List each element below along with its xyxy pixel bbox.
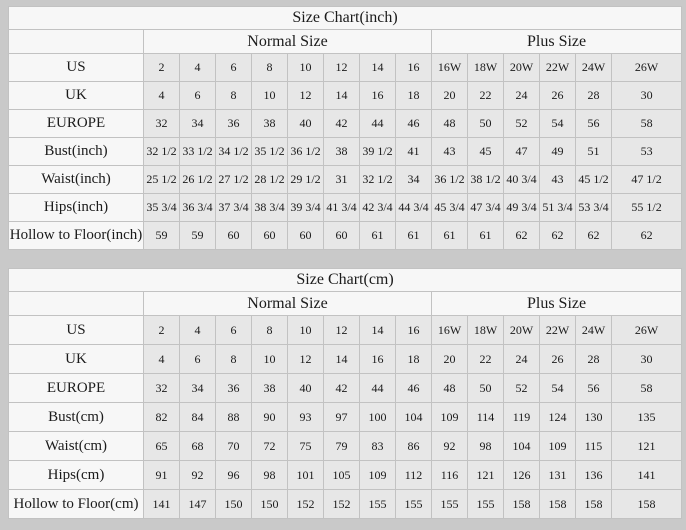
size-cell: 47 3/4 [468,194,504,222]
size-cell: 36 3/4 [180,194,216,222]
size-table-body [9,316,682,519]
size-cell: 14 [324,82,360,110]
size-cell: 70 [216,432,252,461]
size-cell: 43 [540,166,576,194]
size-cell: 58 [612,110,682,138]
table-row [9,374,682,403]
size-cell: 10 [252,82,288,110]
size-cell: 158 [504,490,540,519]
size-cell: 61 [468,222,504,250]
group-header-normal-size: Normal Size [144,292,432,316]
size-cell: 53 3/4 [576,194,612,222]
table-title: Size Chart(inch) [9,7,682,30]
size-cell: 42 [324,374,360,403]
group-header-normal-size: Normal Size [144,30,432,54]
size-cell: 51 3/4 [540,194,576,222]
size-cell: 20W [504,316,540,345]
row-label: Hollow to Floor(inch) [9,222,144,250]
size-cell: 28 1/2 [252,166,288,194]
size-cell: 26 [540,345,576,374]
size-cell: 62 [576,222,612,250]
size-cell: 40 [288,374,324,403]
size-cell: 32 [144,110,180,138]
size-cell: 29 1/2 [288,166,324,194]
size-cell: 6 [180,345,216,374]
size-cell: 52 [504,110,540,138]
size-cell: 20W [504,54,540,82]
size-cell: 100 [360,403,396,432]
size-cell: 60 [324,222,360,250]
size-cell: 38 [252,374,288,403]
size-cell: 2 [144,316,180,345]
size-chart-cm [8,268,682,519]
size-cell: 44 [360,110,396,138]
row-label: Hips(inch) [9,194,144,222]
size-cell: 6 [180,82,216,110]
table-row [9,316,682,345]
size-cell: 18W [468,54,504,82]
size-cell: 152 [324,490,360,519]
table-row [9,345,682,374]
size-cell: 45 3/4 [432,194,468,222]
size-cell: 90 [252,403,288,432]
size-cell: 50 [468,110,504,138]
size-cell: 126 [504,461,540,490]
size-cell: 4 [180,316,216,345]
size-cell: 14 [360,316,396,345]
size-cell: 26 1/2 [180,166,216,194]
size-cell: 18W [468,316,504,345]
title-row [9,7,682,30]
size-cell: 65 [144,432,180,461]
size-cell: 79 [324,432,360,461]
row-label: US [9,54,144,82]
size-cell: 150 [216,490,252,519]
size-cell: 61 [396,222,432,250]
size-cell: 86 [396,432,432,461]
size-cell: 88 [216,403,252,432]
size-cell: 26W [612,54,682,82]
size-cell: 16W [432,316,468,345]
size-cell: 24W [576,316,612,345]
size-cell: 56 [576,374,612,403]
size-cell: 35 1/2 [252,138,288,166]
size-cell: 16 [396,316,432,345]
size-cell: 150 [252,490,288,519]
size-cell: 31 [324,166,360,194]
corner-cell [9,292,144,316]
size-cell: 48 [432,110,468,138]
size-cell: 38 1/2 [468,166,504,194]
size-cell: 6 [216,316,252,345]
size-cell: 60 [288,222,324,250]
size-cell: 18 [396,345,432,374]
size-cell: 8 [252,316,288,345]
row-label: Hips(cm) [9,461,144,490]
table-title: Size Chart(cm) [9,269,682,292]
table-row [9,110,682,138]
size-cell: 44 [360,374,396,403]
size-cell: 27 1/2 [216,166,252,194]
size-cell: 56 [576,110,612,138]
size-cell: 46 [396,110,432,138]
group-header-row [9,292,682,316]
size-cell: 158 [612,490,682,519]
size-cell: 62 [612,222,682,250]
row-label: Hollow to Floor(cm) [9,490,144,519]
row-label: Waist(cm) [9,432,144,461]
size-cell: 98 [468,432,504,461]
size-cell: 16 [360,345,396,374]
size-cell: 8 [216,345,252,374]
size-cell: 36 1/2 [288,138,324,166]
size-cell: 55 1/2 [612,194,682,222]
size-cell: 20 [432,82,468,110]
table-row [9,54,682,82]
size-cell: 50 [468,374,504,403]
size-cell: 24 [504,345,540,374]
size-cell: 30 [612,82,682,110]
row-label: EUROPE [9,110,144,138]
row-label: US [9,316,144,345]
size-cell: 4 [144,345,180,374]
size-cell: 12 [288,82,324,110]
size-cell: 109 [432,403,468,432]
table-row [9,194,682,222]
size-cell: 34 [180,110,216,138]
size-cell: 26 [540,82,576,110]
size-cell: 18 [396,82,432,110]
size-cell: 49 3/4 [504,194,540,222]
size-cell: 101 [288,461,324,490]
size-cell: 12 [324,54,360,82]
table-row [9,138,682,166]
size-cell: 26W [612,316,682,345]
size-cell: 4 [144,82,180,110]
size-cell: 121 [468,461,504,490]
size-cell: 2 [144,54,180,82]
size-cell: 52 [504,374,540,403]
size-cell: 59 [144,222,180,250]
size-cell: 8 [216,82,252,110]
size-cell: 155 [468,490,504,519]
size-cell: 98 [252,461,288,490]
size-cell: 12 [324,316,360,345]
table-row [9,490,682,519]
size-cell: 104 [396,403,432,432]
size-cell: 83 [360,432,396,461]
size-cell: 4 [180,54,216,82]
size-chart-inch [8,6,682,250]
size-cell: 109 [540,432,576,461]
size-cell: 24 [504,82,540,110]
size-cell: 34 [396,166,432,194]
size-cell: 75 [288,432,324,461]
size-table-inch [8,6,682,250]
size-cell: 47 [504,138,540,166]
size-cell: 39 3/4 [288,194,324,222]
row-label: Bust(cm) [9,403,144,432]
size-cell: 25 1/2 [144,166,180,194]
size-cell: 28 [576,345,612,374]
table-row [9,461,682,490]
size-cell: 28 [576,82,612,110]
size-cell: 121 [612,432,682,461]
table-row [9,432,682,461]
size-cell: 16 [360,82,396,110]
row-label: Waist(inch) [9,166,144,194]
size-cell: 16W [432,54,468,82]
size-cell: 10 [252,345,288,374]
size-cell: 131 [540,461,576,490]
size-cell: 82 [144,403,180,432]
size-cell: 135 [612,403,682,432]
size-cell: 155 [432,490,468,519]
size-cell: 62 [504,222,540,250]
size-cell: 53 [612,138,682,166]
size-cell: 22W [540,316,576,345]
size-cell: 84 [180,403,216,432]
size-cell: 22 [468,82,504,110]
size-cell: 152 [288,490,324,519]
size-cell: 46 [396,374,432,403]
size-cell: 40 [288,110,324,138]
size-cell: 112 [396,461,432,490]
size-cell: 60 [216,222,252,250]
size-cell: 44 3/4 [396,194,432,222]
size-cell: 92 [432,432,468,461]
size-cell: 130 [576,403,612,432]
size-cell: 136 [576,461,612,490]
size-cell: 41 [396,138,432,166]
size-cell: 8 [252,54,288,82]
size-cell: 22W [540,54,576,82]
size-cell: 40 3/4 [504,166,540,194]
size-cell: 91 [144,461,180,490]
size-cell: 38 [252,110,288,138]
table-row [9,403,682,432]
size-cell: 37 3/4 [216,194,252,222]
size-cell: 158 [540,490,576,519]
size-cell: 45 1/2 [576,166,612,194]
size-table-body [9,54,682,250]
row-label: UK [9,82,144,110]
size-cell: 32 1/2 [360,166,396,194]
row-label: EUROPE [9,374,144,403]
size-cell: 116 [432,461,468,490]
size-cell: 119 [504,403,540,432]
size-cell: 36 1/2 [432,166,468,194]
size-cell: 72 [252,432,288,461]
size-cell: 32 1/2 [144,138,180,166]
size-cell: 68 [180,432,216,461]
group-header-plus-size: Plus Size [432,30,682,54]
size-cell: 141 [612,461,682,490]
size-cell: 141 [144,490,180,519]
size-cell: 38 3/4 [252,194,288,222]
size-cell: 10 [288,316,324,345]
table-row [9,82,682,110]
size-cell: 10 [288,54,324,82]
size-cell: 114 [468,403,504,432]
size-cell: 20 [432,345,468,374]
size-cell: 105 [324,461,360,490]
size-cell: 14 [360,54,396,82]
size-cell: 34 1/2 [216,138,252,166]
size-table-cm [8,268,682,519]
size-cell: 54 [540,110,576,138]
size-cell: 104 [504,432,540,461]
size-cell: 51 [576,138,612,166]
size-cell: 36 [216,110,252,138]
size-cell: 33 1/2 [180,138,216,166]
size-cell: 16 [396,54,432,82]
size-cell: 54 [540,374,576,403]
size-cell: 93 [288,403,324,432]
size-cell: 39 1/2 [360,138,396,166]
size-cell: 97 [324,403,360,432]
size-cell: 45 [468,138,504,166]
size-cell: 155 [360,490,396,519]
size-cell: 60 [252,222,288,250]
size-cell: 115 [576,432,612,461]
size-cell: 92 [180,461,216,490]
row-label: UK [9,345,144,374]
table-row [9,222,682,250]
size-cell: 32 [144,374,180,403]
size-cell: 96 [216,461,252,490]
size-cell: 30 [612,345,682,374]
size-cell: 62 [540,222,576,250]
size-cell: 36 [216,374,252,403]
size-cell: 42 [324,110,360,138]
size-cell: 48 [432,374,468,403]
size-cell: 6 [216,54,252,82]
title-row [9,269,682,292]
size-cell: 59 [180,222,216,250]
group-header-row [9,30,682,54]
size-cell: 24W [576,54,612,82]
size-cell: 61 [360,222,396,250]
size-cell: 34 [180,374,216,403]
size-cell: 38 [324,138,360,166]
size-cell: 124 [540,403,576,432]
group-header-plus-size: Plus Size [432,292,682,316]
corner-cell [9,30,144,54]
size-cell: 22 [468,345,504,374]
size-cell: 61 [432,222,468,250]
size-cell: 41 3/4 [324,194,360,222]
size-cell: 58 [612,374,682,403]
size-cell: 49 [540,138,576,166]
size-cell: 109 [360,461,396,490]
table-row [9,166,682,194]
size-cell: 35 3/4 [144,194,180,222]
size-cell: 42 3/4 [360,194,396,222]
size-cell: 47 1/2 [612,166,682,194]
size-cell: 155 [396,490,432,519]
row-label: Bust(inch) [9,138,144,166]
size-cell: 147 [180,490,216,519]
size-cell: 14 [324,345,360,374]
size-cell: 43 [432,138,468,166]
size-cell: 158 [576,490,612,519]
size-cell: 12 [288,345,324,374]
